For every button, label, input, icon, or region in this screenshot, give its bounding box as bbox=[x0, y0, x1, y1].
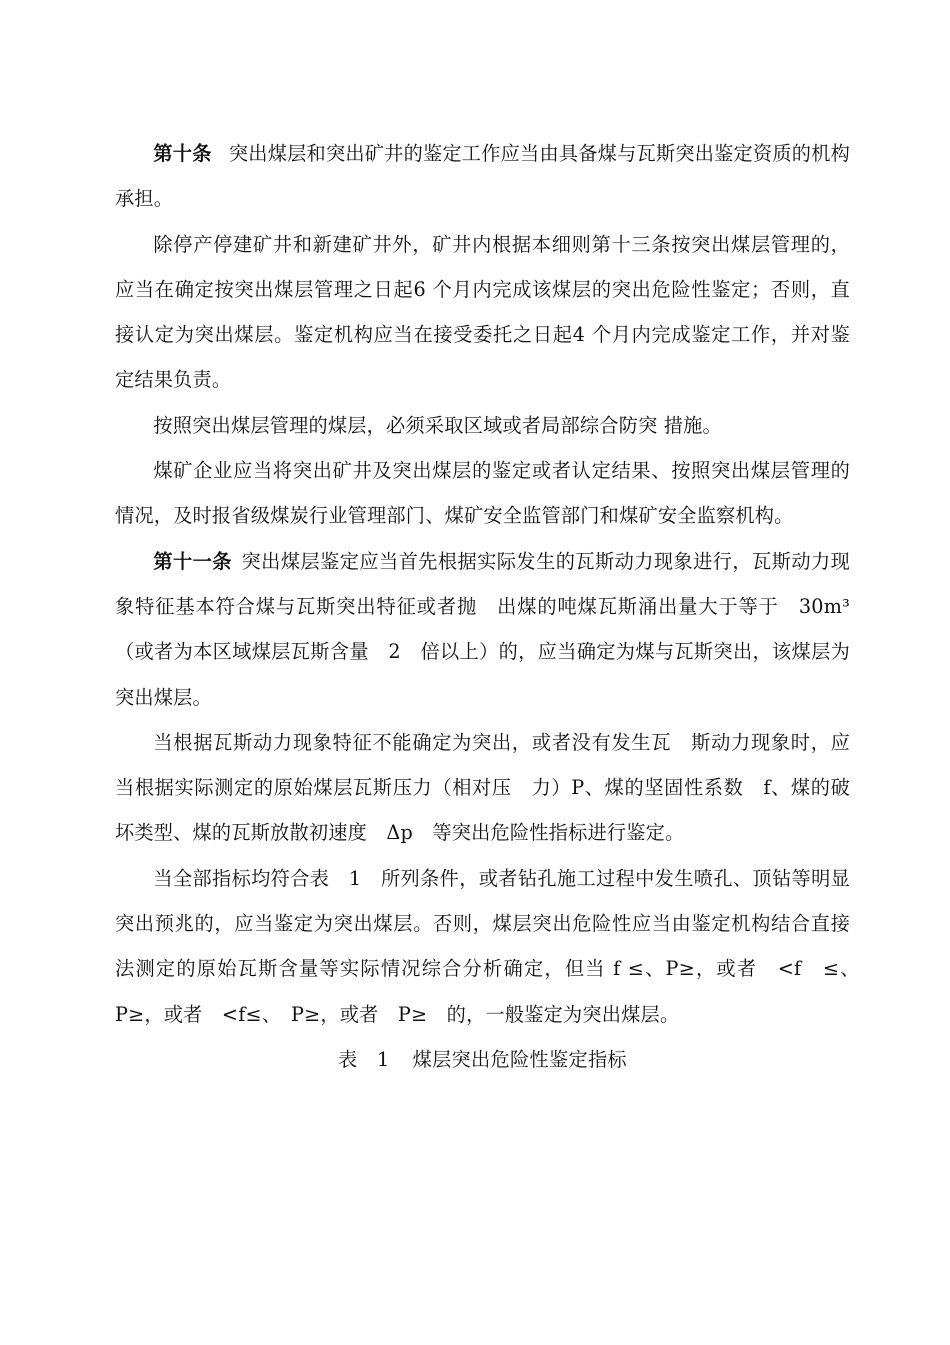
table-caption bbox=[115, 1037, 850, 1082]
article-10-paragraph-2: 除停产停建矿井和新建矿井外，矿井内根据本细则第十三条按突出煤层管理的，应当在确定按突出煤层管理之日起6 个月内完成该煤层的突出危险性鉴定；否则，直接认定为突出煤层。鉴定机构应当在接受委托之日起4 个月内完成鉴定工作，并对鉴定结果负责。 bbox=[115, 232, 850, 392]
article-10-paragraph-4: 煤矿企业应当将突出矿井及突出煤层的鉴定或者认定结果、按照突出煤层管理的情况，及时报省级煤炭行业管理部门、煤矿安全监管部门和煤矿安全监察机构。 bbox=[115, 459, 850, 528]
article-11-text-1: 突出煤层鉴定应当首先根据实际发生的瓦斯动力现象进行，瓦斯动力现象特征基本符合煤与瓦斯突出特征或者抛 出煤的吨煤瓦斯涌出量大于等于 30m³（或者为本区域煤层瓦斯含量 2 倍以上）的，应当确定为煤与瓦斯突出，该煤层为突出煤层。 bbox=[115, 549, 850, 709]
article-10-paragraph-3: 按照突出煤层管理的煤层，必须采取区域或者局部综合防突 措施。 bbox=[153, 413, 722, 437]
article-10-paragraph-1 bbox=[115, 131, 850, 222]
table-caption-label: 表 1 bbox=[338, 1047, 390, 1071]
article-10-number: 第十条 bbox=[153, 142, 212, 165]
article-10-text-1: 突出煤层和突出矿井的鉴定工作应当由具备煤与瓦斯突出鉴定资质的机构承担。 bbox=[115, 142, 850, 211]
article-11-paragraph-2: 当根据瓦斯动力现象特征不能确定为突出，或者没有发生瓦 斯动力现象时，应当根据实际测定的原始煤层瓦斯压力（相对压 力）P、煤的坚固性系数 f、煤的破坏类型、煤的瓦斯放散初速度 Δp 等突出危险性指标进行鉴定。 bbox=[115, 730, 850, 845]
table-caption-title: 煤层突出危险性鉴定指标 bbox=[412, 1047, 627, 1071]
document-body bbox=[115, 131, 870, 1082]
article-11-number: 第十一条 bbox=[153, 549, 232, 573]
article-11-paragraph-3: 当全部指标均符合表 1 所列条件，或者钻孔施工过程中发生喷孔、顶钻等明显突出预兆的，应当鉴定为突出煤层。否则，煤层突出危险性应当由鉴定机构结合直接法测定的原始瓦斯含量等实际情况综合分析确定，但当 f ≤、P≥，或者 <f ≤、 P≥，或者 <f≤、 P≥，或者 P≥ 的，一般鉴定为突出煤层。 bbox=[115, 866, 870, 1026]
article-11-paragraph-1 bbox=[115, 539, 850, 720]
